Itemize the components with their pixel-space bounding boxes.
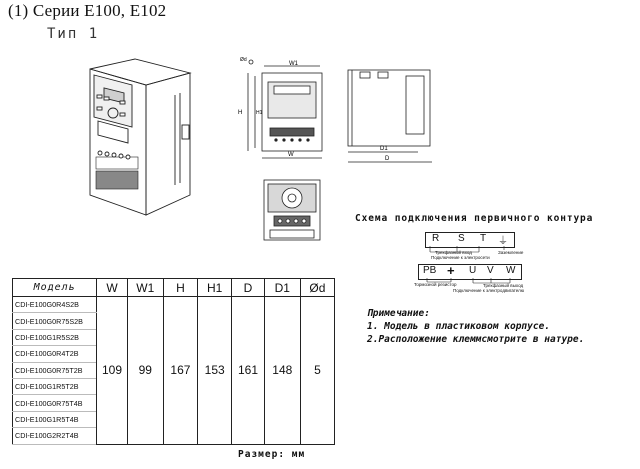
front-view-drawing (236, 56, 336, 166)
value-d1: 148 (264, 297, 300, 445)
value-h: 167 (163, 297, 197, 445)
section-heading: (1) Серии Е100, Е102 (8, 1, 167, 20)
terminal-pb: PB (423, 265, 437, 276)
model-cell: CDI-E100G0R4S2B (13, 297, 97, 313)
model-cell: CDI-E100G0R75S2B (13, 313, 97, 329)
h1-label: H1 (256, 110, 263, 116)
d-label: D (385, 156, 390, 162)
terminal-s: S (458, 233, 465, 244)
ground-icon: ⏚ (498, 236, 508, 247)
note-item-2: 2.Расположение клеммсмотрите в натуре. (367, 334, 585, 345)
terminal-r: R (432, 233, 440, 244)
dimensions-table (12, 278, 335, 445)
isometric-drawing (80, 55, 230, 225)
table-header-row (13, 279, 335, 297)
d-small-label: Ød (240, 57, 247, 63)
value-od: 5 (300, 297, 334, 445)
output-note (453, 283, 524, 293)
w1-label: W1 (289, 61, 298, 67)
model-cell: CDI-E100G0R75T2B (13, 362, 97, 378)
value-w: 109 (97, 297, 127, 445)
model-cell: CDI-E100G0R4T2B (13, 346, 97, 362)
header-h1: H1 (198, 279, 232, 297)
header-w1: W1 (127, 279, 163, 297)
header-w: W (97, 279, 127, 297)
units-footer: Размер: мм (238, 449, 306, 460)
input-note-main: Трехфазный вход (435, 250, 472, 255)
h-label: H (238, 110, 243, 116)
notes-block (367, 307, 584, 346)
terminal-w: W (506, 265, 516, 276)
input-note (431, 250, 490, 260)
table-row (13, 297, 335, 313)
w-label: W (288, 152, 294, 158)
model-cell: CDI-E100G2R2T4B (13, 428, 97, 444)
d1-label: D1 (380, 146, 388, 152)
header-h: H (163, 279, 197, 297)
header-d1: D1 (264, 279, 300, 297)
ground-note: Заземление (498, 250, 524, 255)
brake-note: Тормозной резистор (414, 282, 457, 287)
value-d: 161 (232, 297, 264, 445)
terminal-v: V (487, 265, 494, 276)
value-h1: 153 (198, 297, 232, 445)
type-subheading: Тип 1 (47, 26, 100, 42)
terminal-t: T (480, 233, 487, 244)
output-note-sub: Подключение к электродвигателю (453, 288, 525, 293)
terminal-u: U (469, 265, 477, 276)
header-od: Ød (300, 279, 334, 297)
model-cell: CDI-E100G1R5S2B (13, 329, 97, 345)
note-item-1: 1. Модель в пластиковом корпусе. (367, 321, 551, 332)
model-cell: CDI-E100G1R5T4B (13, 411, 97, 427)
iso-side-face (146, 73, 190, 215)
header-d: D (232, 279, 264, 297)
terminal-plus: + (447, 263, 455, 278)
wiring-title: Схема подключения первичного контура (355, 213, 594, 224)
notes-title: Примечание: (367, 308, 430, 319)
model-cell: CDI-E100G1R5T2B (13, 378, 97, 394)
output-note-main: Трехфазный выход (483, 283, 524, 288)
input-note-sub: Подключение к электросети (431, 255, 490, 260)
model-cell: CDI-E100G0R75T4B (13, 395, 97, 411)
side-view-drawing (340, 62, 440, 167)
bottom-view-drawing (258, 176, 328, 248)
value-w1: 99 (127, 297, 163, 445)
header-model: Модель (13, 279, 97, 297)
